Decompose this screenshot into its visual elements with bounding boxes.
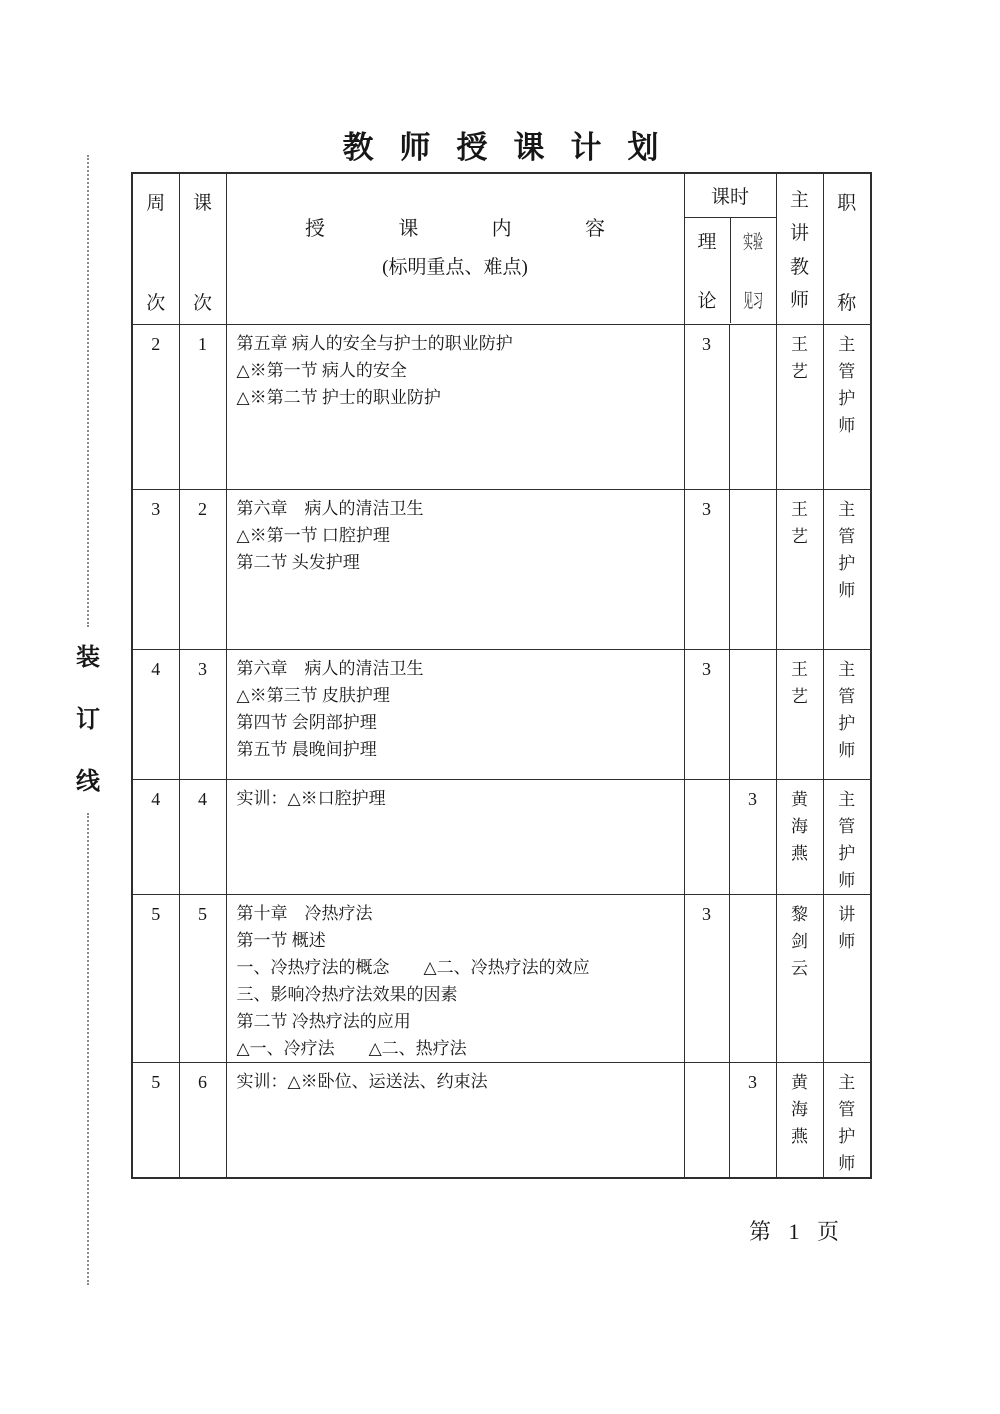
theory-hours-cell (684, 780, 729, 895)
table-row (132, 895, 871, 1063)
week-cell: 4 (132, 650, 179, 780)
practice-header-text: 见习 (743, 291, 763, 312)
content-header (226, 173, 684, 325)
theory-hours-cell: 3 (684, 490, 729, 650)
content-line: 第五节 晨晚间护理 (236, 740, 377, 759)
content-header-char: 容 (584, 218, 605, 240)
theory-hours-cell: 3 (684, 325, 729, 490)
teacher-header-char: 师 (789, 289, 809, 311)
lesson-cell: 3 (179, 650, 226, 780)
week-cell: 4 (132, 780, 179, 895)
table-row (132, 780, 871, 895)
practice-hours-cell: 3 (729, 780, 776, 895)
content-cell (226, 780, 684, 895)
theory-header-char-top: 理 (697, 232, 717, 253)
teacher-header-char: 主 (789, 190, 809, 211)
content-header-char: 内 (491, 218, 512, 240)
lesson-cell: 6 (179, 1063, 226, 1179)
header-row (132, 173, 871, 325)
practice-hours-cell (729, 325, 776, 490)
week-header-char-bottom: 次 (146, 293, 166, 314)
content-header-note: (标明重点、难点) (382, 257, 528, 278)
binding-char-ding: 订 (76, 707, 100, 733)
teacher-cell: 黄海燕 (776, 1063, 823, 1179)
lesson-cell: 5 (179, 895, 226, 1063)
theory-hours-cell (684, 1063, 729, 1179)
teacher-header (776, 173, 823, 325)
theory-hours-cell: 3 (684, 895, 729, 1063)
lesson-cell: 2 (179, 490, 226, 650)
content-line: 第四节 会阴部护理 (236, 713, 377, 732)
hours-header (684, 173, 776, 325)
week-header-char-top: 周 (146, 193, 166, 214)
lesson-cell: 4 (179, 780, 226, 895)
teacher-cell: 王艺 (776, 325, 823, 490)
practice-header-line-bottom (734, 291, 772, 313)
content-line: 第五章 病人的安全与护士的职业防护 (236, 334, 513, 353)
practice-header-line-top (734, 232, 772, 254)
page-number: 第 1 页 (749, 1219, 840, 1244)
content-line: 实训：△※卧位、运送法、约束法 (236, 1072, 488, 1091)
content-line: 三、影响冷热疗法效果的因素 (236, 985, 458, 1004)
binding-line (74, 155, 102, 1285)
teacher-cell: 王艺 (776, 490, 823, 650)
teacher-cell: 王艺 (776, 650, 823, 780)
table-row (132, 490, 871, 650)
lesson-header (179, 173, 226, 325)
rank-cell: 主管护师 (823, 1063, 871, 1179)
week-cell: 5 (132, 1063, 179, 1179)
content-line: 第六章 病人的清洁卫生 (236, 499, 424, 518)
practice-hours-cell (729, 895, 776, 1063)
binding-char-xian: 线 (76, 769, 100, 795)
teaching-plan-table (131, 172, 872, 1179)
rank-cell: 主管护师 (823, 490, 871, 650)
rank-cell: 主管护师 (823, 780, 871, 895)
practice-hours-cell: 3 (729, 1063, 776, 1179)
table-row (132, 650, 871, 780)
rank-header-char-bottom: 称 (837, 293, 857, 314)
teacher-header-char: 教 (789, 256, 809, 278)
table-row (132, 1063, 871, 1179)
lesson-header-char-bottom: 次 (192, 293, 212, 314)
rank-cell: 主管护师 (823, 650, 871, 780)
content-cell (226, 490, 684, 650)
content-line: 第一节 概述 (236, 931, 326, 950)
page-title: 教师授课计划 (342, 130, 685, 165)
week-cell: 5 (132, 895, 179, 1063)
content-line: 第二节 头发护理 (236, 553, 360, 572)
rank-cell: 主管护师 (823, 325, 871, 490)
content-line: 一、冷热疗法的概念 △二、冷热疗法的效应 (236, 958, 590, 977)
content-cell (226, 1063, 684, 1179)
theory-hours-header (685, 218, 731, 323)
practice-hours-cell (729, 490, 776, 650)
content-line: △※第一节 病人的安全 (236, 361, 407, 380)
rank-header (823, 173, 871, 325)
teacher-cell: 黎剑云 (776, 895, 823, 1063)
practice-hours-header (731, 218, 776, 323)
hours-header-label: 课时 (685, 174, 776, 218)
content-line: △※第二节 护士的职业防护 (236, 388, 441, 407)
content-header-char: 课 (398, 218, 419, 240)
content-line: △※第一节 口腔护理 (236, 526, 390, 545)
theory-hours-cell: 3 (684, 650, 729, 780)
content-cell (226, 895, 684, 1063)
content-cell (226, 325, 684, 490)
binding-char-zhuang: 装 (76, 645, 100, 671)
content-line: △※第三节 皮肤护理 (236, 686, 390, 705)
week-header (132, 173, 179, 325)
content-header-title (305, 218, 605, 240)
week-cell: 3 (132, 490, 179, 650)
table-body (132, 325, 871, 1179)
practice-header-text: 实验 (743, 232, 763, 253)
content-line: 实训：△※口腔护理 (236, 789, 386, 808)
theory-header-char-bottom: 论 (697, 291, 717, 312)
content-line: 第六章 病人的清洁卫生 (236, 659, 424, 678)
content-line: 第十章 冷热疗法 (236, 904, 373, 923)
binding-dotted-line-bottom (87, 813, 89, 1285)
practice-hours-cell (729, 650, 776, 780)
content-cell (226, 650, 684, 780)
rank-header-char-top: 职 (837, 193, 857, 214)
teacher-header-char: 讲 (789, 223, 809, 245)
binding-dotted-line-top (87, 155, 89, 627)
lesson-header-char-top: 课 (192, 193, 212, 214)
table-header (132, 173, 871, 325)
lesson-cell: 1 (179, 325, 226, 490)
content-header-char: 授 (305, 218, 325, 240)
week-cell: 2 (132, 325, 179, 490)
teacher-cell: 黄海燕 (776, 780, 823, 895)
rank-cell: 讲师 (823, 895, 871, 1063)
table-row (132, 325, 871, 490)
content-line: △一、冷疗法 △二、热疗法 (236, 1039, 467, 1058)
content-line: 第二节 冷热疗法的应用 (236, 1012, 411, 1031)
